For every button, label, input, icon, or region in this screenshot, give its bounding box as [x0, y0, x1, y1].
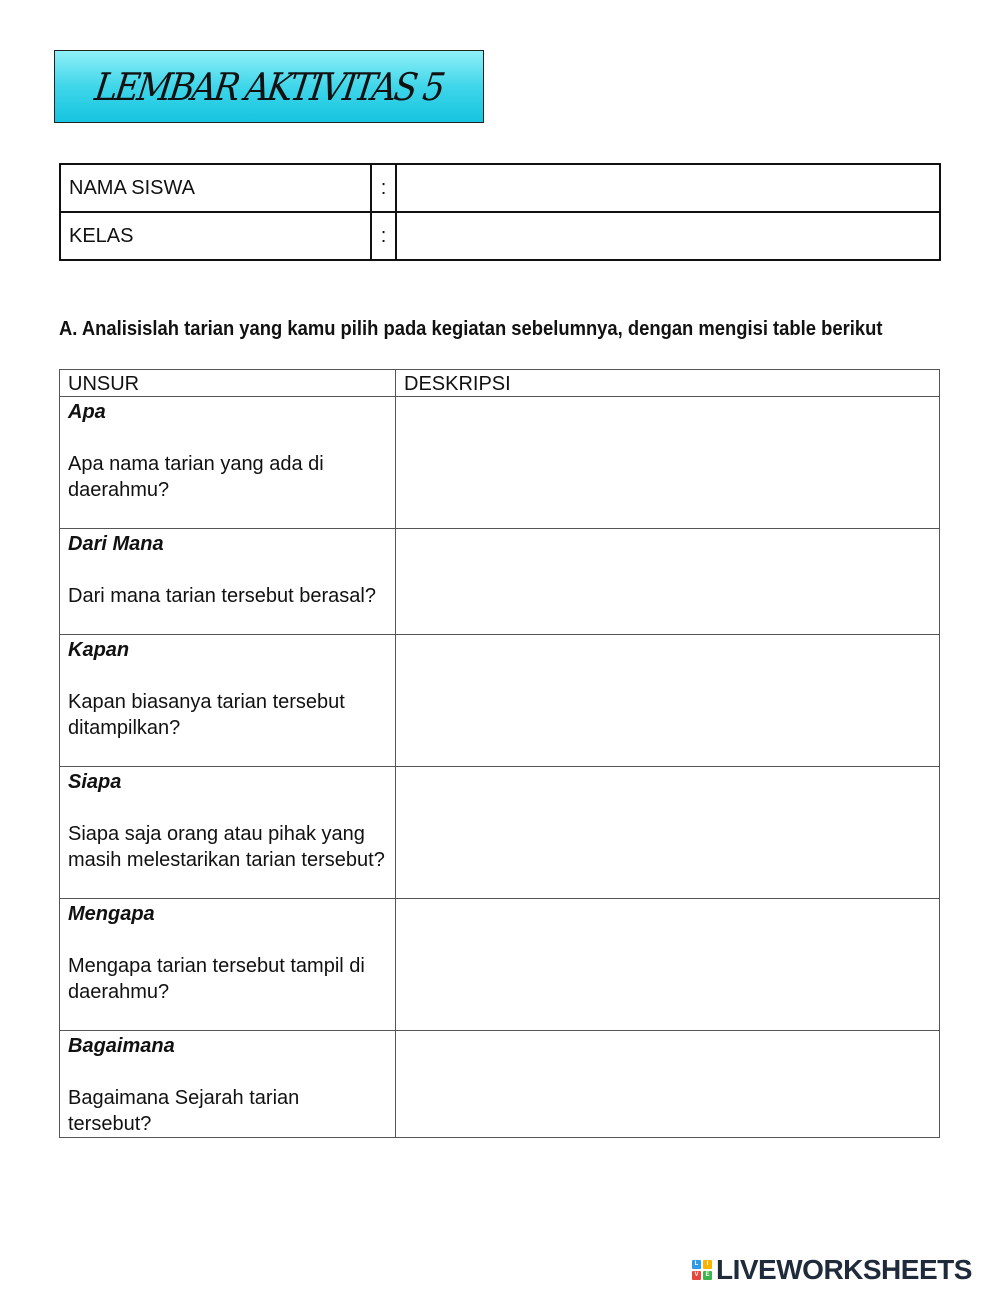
table-row: [60, 899, 940, 1031]
liveworksheets-logo: [692, 1254, 972, 1286]
unsur-cell: [60, 899, 396, 1031]
identity-row-name: [60, 164, 940, 212]
description-field[interactable]: [396, 529, 940, 635]
unsur-question: Dari mana tarian tersebut berasal?: [68, 585, 376, 607]
unsur-cell: [60, 529, 396, 635]
class-label: KELAS: [60, 212, 371, 260]
description-field[interactable]: [396, 767, 940, 899]
unsur-cell: [60, 635, 396, 767]
description-field[interactable]: [396, 635, 940, 767]
unsur-cell: [60, 767, 396, 899]
logo-letter: V: [692, 1271, 701, 1280]
name-colon: :: [371, 164, 396, 212]
unsur-heading: Bagaimana: [68, 1035, 175, 1057]
logo-wordmark: LIVEWORKSHEETS: [716, 1254, 972, 1285]
unsur-question: Bagaimana Sejarah tarian tersebut?: [68, 1087, 300, 1135]
unsur-heading: Siapa: [68, 771, 122, 793]
identity-row-class: [60, 212, 940, 260]
unsur-question: Kapan biasanya tarian tersebut ditampilkan?: [68, 691, 345, 739]
description-field[interactable]: [396, 899, 940, 1031]
instruction-text: A. Analisislah tarian yang kamu pilih pada kegiatan sebelumnya, dengan mengisi table berikut: [59, 318, 883, 340]
header-deskripsi: DESKRIPSI: [396, 370, 940, 397]
table-row: [60, 529, 940, 635]
unsur-heading: Kapan: [68, 639, 130, 661]
logo-letter: I: [703, 1260, 712, 1269]
class-colon: :: [371, 212, 396, 260]
unsur-question: Siapa saja orang atau pihak yang masih melestarikan tarian tersebut?: [68, 823, 385, 871]
student-identity-table: [59, 163, 941, 261]
unsur-cell: [60, 397, 396, 529]
unsur-question: Apa nama tarian yang ada di daerahmu?: [68, 453, 324, 501]
logo-letter: L: [692, 1260, 701, 1269]
unsur-cell: [60, 1031, 396, 1138]
worksheet-title: LEMBAR AKTIVITAS 5: [92, 64, 446, 109]
unsur-question: Mengapa tarian tersebut tampil di daerahmu?: [68, 955, 365, 1003]
unsur-heading: Apa: [68, 401, 106, 423]
table-row: [60, 1031, 940, 1138]
description-field[interactable]: [396, 397, 940, 529]
table-header-row: [60, 370, 940, 397]
name-field[interactable]: [396, 164, 940, 212]
unsur-heading: Mengapa: [68, 903, 155, 925]
table-row: [60, 397, 940, 529]
header-unsur: UNSUR: [60, 370, 396, 397]
logo-letter: E: [703, 1271, 712, 1280]
name-label: NAMA SISWA: [60, 164, 371, 212]
logo-mark-icon: [692, 1260, 712, 1280]
table-row: [60, 635, 940, 767]
description-field[interactable]: [396, 1031, 940, 1138]
table-row: [60, 767, 940, 899]
unsur-heading: Dari Mana: [68, 533, 164, 555]
class-field[interactable]: [396, 212, 940, 260]
analysis-table: [59, 369, 940, 1138]
title-banner: [54, 50, 484, 123]
